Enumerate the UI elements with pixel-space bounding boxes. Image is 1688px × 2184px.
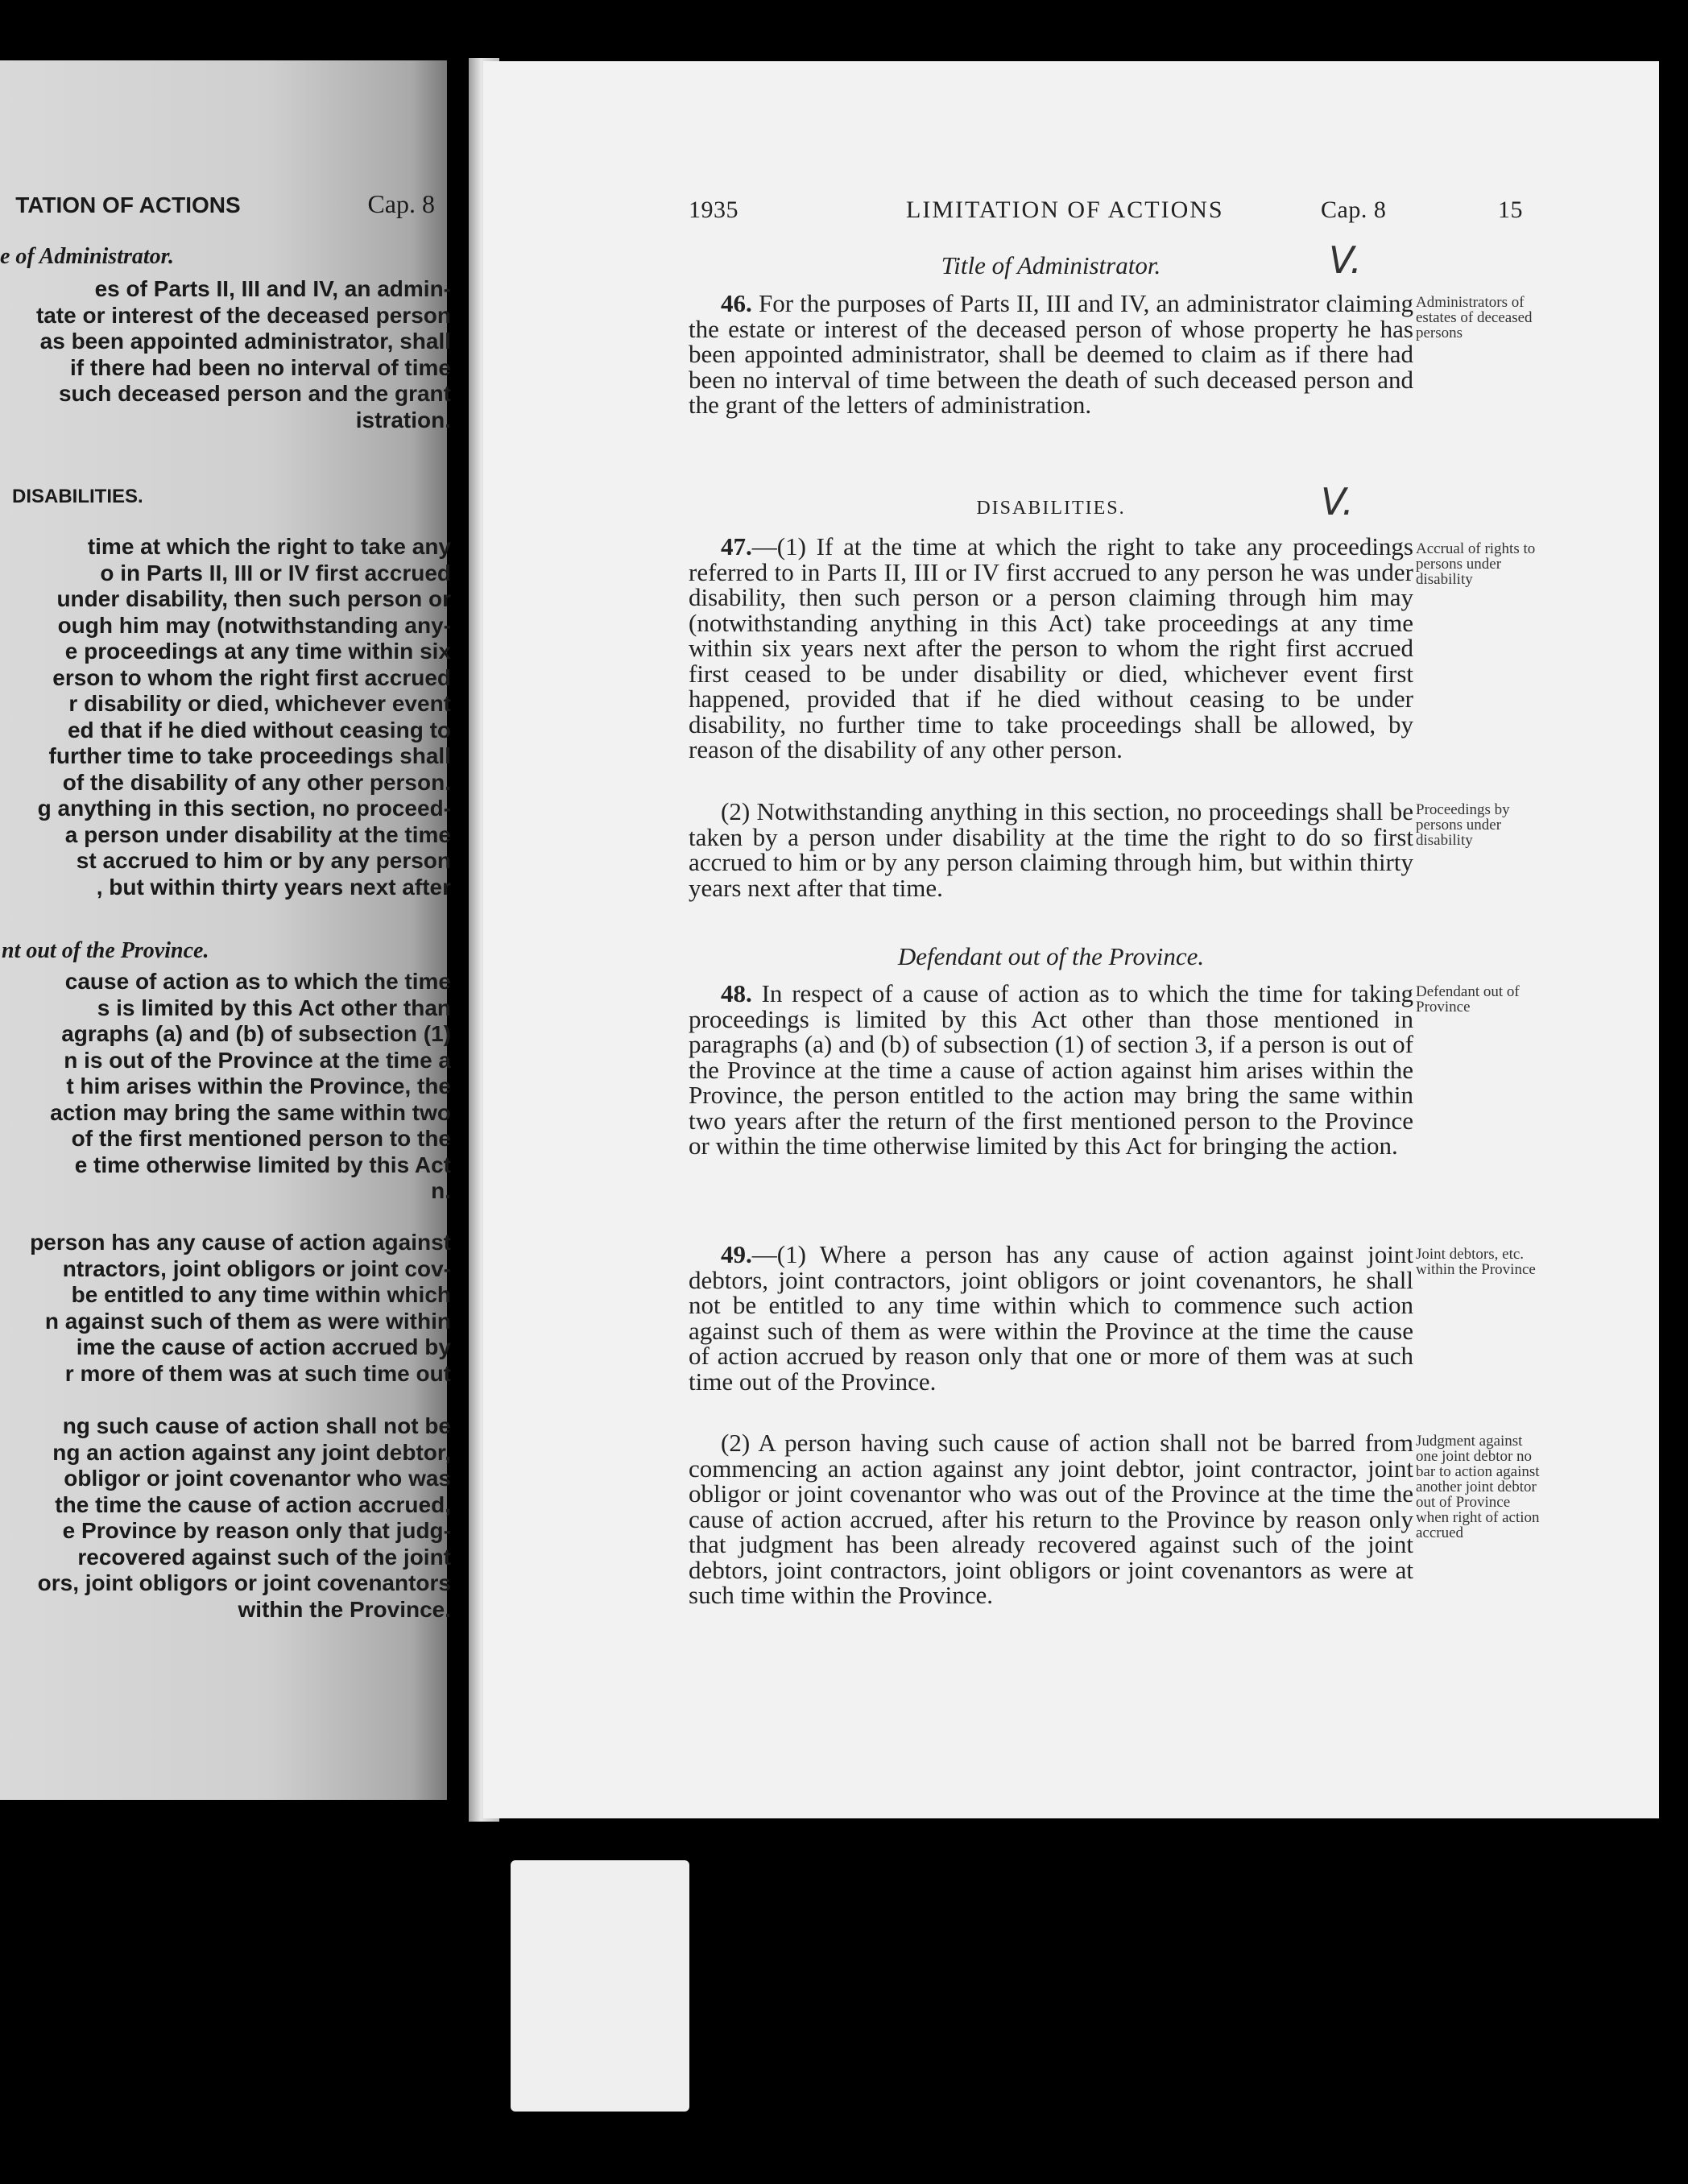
left-page-line: as been appointed administrator, shall	[39, 329, 451, 354]
section-47-1	[689, 534, 1413, 763]
margin-note-49-2: Judgment against one joint debtor no bar to action against another joint debtor out of Province when right of action accrued	[1416, 1433, 1540, 1541]
left-page-line: under disability, then such person or	[56, 586, 451, 611]
margin-note-47-1: Accrual of rights to persons under disability	[1416, 540, 1536, 588]
left-page-line: of the disability of any other person.	[62, 769, 451, 795]
left-page-line: es of Parts II, III and IV, an admin-	[94, 276, 451, 301]
section-48-text: In respect of a cause of action as to which the time for taking proceedings is limited by this Act other than those mentioned in paragraphs (a) and (b) of subsection (1) of section 3, if a person is out of the Province at the time a cause of action against him arises within the Province, the person entitled to the action may bring the same within two years after the return of the first mentioned person to the Province or within the time otherwise limited by this Act for bringing the action.	[689, 979, 1413, 1160]
left-page-line: s is limited by this Act other than	[97, 995, 451, 1020]
left-heading-defendant: nt out of the Province.	[2, 938, 209, 963]
heading-defendant-out-of-province: Defendant out of the Province.	[897, 942, 1205, 970]
left-page-line: erson to whom the right first accrued	[52, 664, 451, 690]
left-page-line: ed that if he died without ceasing to	[67, 717, 451, 742]
handwritten-check-1: V.	[1329, 238, 1362, 282]
right-page	[483, 61, 1659, 1818]
header-cap: Cap. 8	[1321, 196, 1387, 223]
margin-note-48: Defendant out of Province	[1416, 983, 1520, 1015]
left-page-line: ime the cause of action accrued by	[76, 1334, 451, 1359]
left-page-line: ors, joint obligors or joint covenantors	[37, 1570, 451, 1595]
section-49-1	[689, 1242, 1413, 1394]
section-49-2: (2) A person having such cause of action shall not be barred from commencing an action against any joint debtor, joint contractor, joint obligor or joint covenantor who was out of the Province at the time the cause of action accrued, after his return to the Province by reason only that judgment has been already recovered against such of the joint debtors, joint contractors, joint obligors or joint covenantors as were at such time within the Province.	[689, 1429, 1413, 1609]
left-page-line: r more of them was at such time out	[64, 1360, 451, 1386]
section-46	[689, 291, 1413, 418]
left-page-line: further time to take proceedings shall	[48, 743, 451, 768]
left-page-line: the time the cause of action accrued,	[55, 1491, 451, 1517]
left-header: TATION OF ACTIONS	[15, 192, 241, 217]
handwritten-check-2: V.	[1321, 480, 1354, 523]
left-page-line: n.	[431, 1178, 451, 1203]
left-page-line: a person under disability at the time	[64, 821, 451, 847]
left-page-line: cause of action as to which the time	[64, 969, 451, 994]
left-page-line: agraphs (a) and (b) of subsection (1)	[61, 1021, 451, 1046]
left-page-line: within the Province.	[238, 1596, 451, 1622]
section-47-1-text: —(1) If at the time at which the right to take any proceedings referred to in Parts II, III or IV first accrued to any person he was under disability, then such person or a person claiming through him may (notwithstanding anything in this Act) take proceedings at any time within six years next after the person to whom the right first accrued first ceased to be under disability or died, whichever event first happened, provided that if he died without ceasing to be under disability, no further time to take proceedings shall be allowed, by reason of the disability of any other person.	[689, 532, 1413, 763]
section-48-number: 48.	[721, 979, 752, 1007]
left-page-line: e time otherwise limited by this Act	[74, 1152, 451, 1177]
header-year: 1935	[689, 196, 738, 223]
left-page-line: n against such of them as were within	[44, 1308, 451, 1334]
left-heading-disabilities: DISABILITIES.	[12, 486, 143, 507]
heading-title-of-administrator: Title of Administrator.	[941, 251, 1161, 279]
left-page-line: e Province by reason only that judg-	[62, 1518, 451, 1543]
left-page-line: obligor or joint covenantor who was	[64, 1466, 451, 1491]
left-page-line: ough him may (notwithstanding any-	[57, 612, 451, 638]
section-47-2: (2) Notwithstanding anything in this section, no proceedings shall be taken by a person under disability at the time the right to do so first accrued to him or by any person claiming through him, but within thirty years next after that time.	[689, 797, 1413, 902]
left-page-line: of the first mentioned person to the	[71, 1126, 451, 1151]
left-cap: Cap. 8	[367, 189, 435, 218]
header-page-number: 15	[1498, 196, 1523, 223]
left-page-line: time at which the right to take any	[87, 534, 451, 559]
left-page-line: g anything in this section, no proceed-	[37, 796, 451, 821]
index-tab	[511, 1860, 689, 2112]
section-46-text: For the purposes of Parts II, III and IV, an administrator claiming the estate or interest of the deceased person of whose property he has been appointed administrator, shall be deemed to claim as if there had been no interval of time between the death of such deceased person and the grant of the letters of administration.	[689, 289, 1414, 419]
left-page-line: ng an action against any joint debtor,	[52, 1439, 451, 1465]
section-48	[689, 981, 1413, 1159]
section-47-number: 47.	[721, 532, 752, 560]
left-heading-admin: e of Administrator.	[0, 244, 175, 269]
left-page-line: e proceedings at any time within six	[64, 639, 451, 664]
left-page-line: be entitled to any time within which	[71, 1282, 451, 1307]
left-page-line: tate or interest of the deceased person	[35, 302, 451, 328]
left-page-line: istration.	[355, 407, 451, 432]
left-page	[0, 60, 451, 1800]
left-page-line: if there had been no interval of time	[70, 354, 451, 380]
left-page-line: o in Parts II, III or IV first accrued	[100, 560, 451, 585]
left-page-line: r disability or died, whichever event	[68, 691, 451, 716]
header-title: LIMITATION OF ACTIONS	[906, 196, 1224, 223]
left-page-line: t him arises within the Province, the	[66, 1073, 451, 1098]
left-page-line: such deceased person and the grant	[58, 381, 451, 406]
left-page-line: st accrued to him or by any person	[76, 848, 451, 873]
left-page-line: action may bring the same within two	[50, 1099, 451, 1125]
left-page-line: ntractors, joint obligors or joint cov-	[62, 1255, 451, 1281]
left-page-line: ng such cause of action shall not be	[62, 1413, 451, 1438]
margin-note-46: Administrators of estates of deceased persons	[1416, 294, 1533, 341]
left-page-line: n is out of the Province at the time a	[64, 1047, 451, 1073]
left-page-line: person has any cause of action against	[30, 1230, 451, 1255]
section-49-1-text: —(1) Where a person has any cause of action against joint debtors, joint contractors, joint obligors or joint covenantors, he shall not be entitled to any time within which to commence such action against such of them as were within the Province at the time the cause of action accrued by reason only that one or more of them was at such time out of the Province.	[689, 1240, 1413, 1396]
section-46-number: 46.	[721, 289, 752, 317]
left-page-line: , but within thirty years next after	[96, 874, 451, 900]
margin-note-47-2: Proceedings by persons under disability	[1416, 801, 1510, 849]
margin-note-49-1: Joint debtors, etc. within the Province	[1416, 1246, 1536, 1278]
heading-disabilities: DISABILITIES.	[976, 498, 1126, 519]
left-page-line: recovered against such of the joint	[77, 1544, 451, 1570]
section-49-number: 49.	[721, 1240, 752, 1268]
